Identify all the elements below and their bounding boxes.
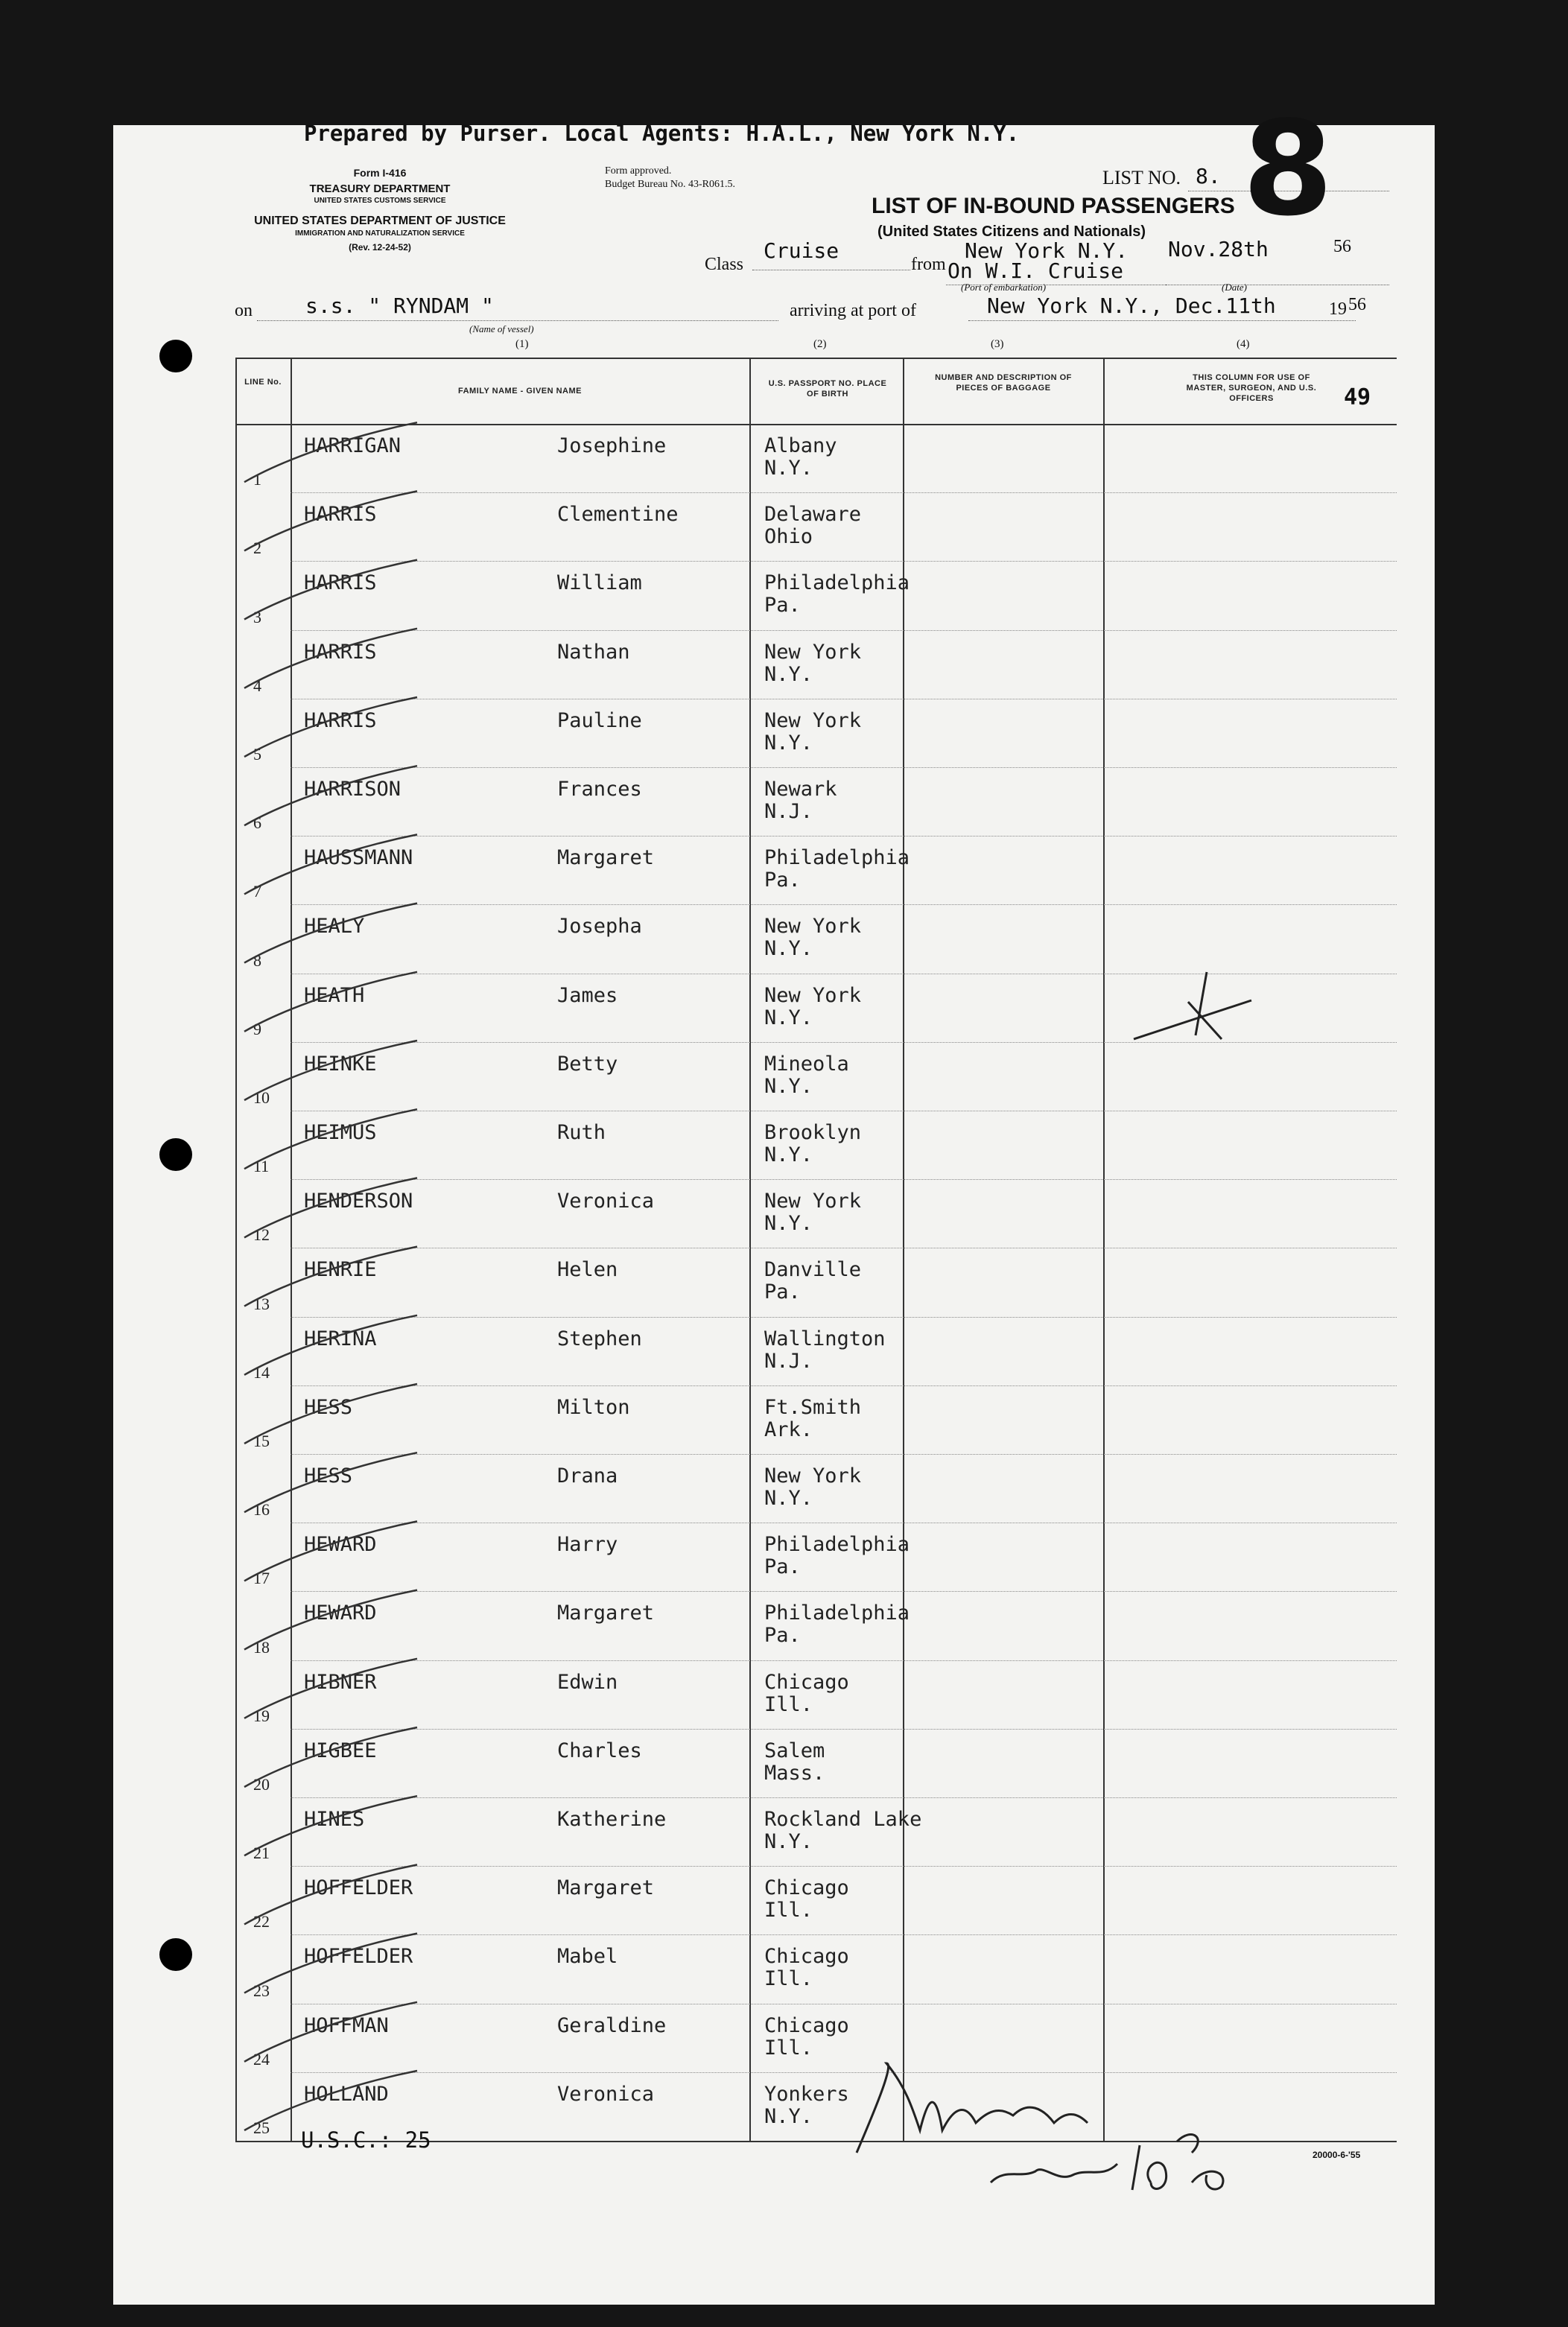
arriving-label: arriving at port of <box>790 301 916 320</box>
given-name: Josephine <box>557 434 667 457</box>
page-number: 49 <box>1344 384 1371 410</box>
given-name: Margaret <box>557 1876 655 1900</box>
list-no-value: 8. <box>1196 164 1221 188</box>
birthplace-city: Chicago <box>764 1670 849 1694</box>
prepared-by-line: Prepared by Purser. Local Agents: H.A.L., New York N.Y. <box>304 121 1020 146</box>
birthplace-state: N.Y. <box>764 1074 813 1098</box>
family-name: HENRIE <box>304 1258 377 1282</box>
family-name: HEWARD <box>304 1533 377 1557</box>
birthplace-city: Albany <box>764 434 837 457</box>
birthplace-state: N.Y. <box>764 1212 813 1236</box>
on-label: on <box>235 301 253 320</box>
birthplace-city: Brooklyn <box>764 1121 862 1144</box>
given-name: Margaret <box>557 846 655 870</box>
birthplace-city: Salem <box>764 1739 825 1762</box>
family-name: HEWARD <box>304 1601 377 1625</box>
birthplace-city: Philadelphia <box>764 846 910 870</box>
family-name: HARRISON <box>304 778 401 801</box>
birthplace-city: Yonkers <box>764 2082 849 2106</box>
line-number: 19 <box>253 1706 270 1725</box>
birthplace-state: Ill. <box>764 1899 813 1923</box>
birthplace-city: New York <box>764 640 862 664</box>
birthplace-city: Chicago <box>764 1945 849 1969</box>
embarkation-port: New York N.Y. <box>965 238 1129 263</box>
line-number: 17 <box>253 1569 270 1588</box>
birthplace-city: Newark <box>764 778 837 801</box>
print-code: 20000-6-'55 <box>1313 2150 1361 2160</box>
birthplace-state: N.Y. <box>764 2104 813 2128</box>
line-number: 18 <box>253 1637 270 1657</box>
given-name: Veronica <box>557 2082 655 2106</box>
family-name: HENDERSON <box>304 1190 413 1213</box>
birthplace-state: N.Y. <box>764 937 813 961</box>
birthplace-state: Pa. <box>764 1280 801 1304</box>
family-name: HEALY <box>304 915 365 939</box>
col-header-name: FAMILY NAME - GIVEN NAME <box>457 387 583 396</box>
given-name: Nathan <box>557 640 630 664</box>
family-name: HAUSSMANN <box>304 846 413 870</box>
customs-service: UNITED STATES CUSTOMS SERVICE <box>314 197 446 205</box>
line-number: 10 <box>253 1088 270 1107</box>
port-embarkation-caption: (Port of embarkation) <box>961 282 1047 293</box>
line-number: 25 <box>253 2118 270 2137</box>
birthplace-city: Ft.Smith <box>764 1395 862 1419</box>
birthplace-city: Rockland Lake <box>764 1808 922 1831</box>
birthplace-city: New York <box>764 915 862 939</box>
column-number-3: (3) <box>991 338 1004 350</box>
given-name: Drana <box>557 1464 618 1488</box>
given-name: Mabel <box>557 1945 618 1969</box>
line-number: 14 <box>253 1362 270 1382</box>
birthplace-state: N.Y. <box>764 457 813 480</box>
given-name: James <box>557 983 618 1007</box>
line-number: 2 <box>253 539 261 558</box>
given-name: Edwin <box>557 1670 618 1694</box>
vessel-name: s.s. " RYNDAM " <box>305 293 494 318</box>
ins-service: IMMIGRATION AND NATURALIZATION SERVICE <box>295 229 465 238</box>
given-name: Stephen <box>557 1327 642 1350</box>
line-number: 12 <box>253 1225 270 1245</box>
form-approved: Form approved. <box>605 165 672 177</box>
birthplace-city: New York <box>764 1464 862 1488</box>
given-name: William <box>557 571 642 595</box>
birthplace-city: New York <box>764 983 862 1007</box>
birthplace-state: Pa. <box>764 594 801 618</box>
family-name: HARRIS <box>304 503 377 527</box>
line-number: 21 <box>253 1844 270 1863</box>
family-name: HEATH <box>304 983 365 1007</box>
from-label: from <box>911 255 946 274</box>
form-id: Form I-416 <box>353 167 407 179</box>
line-number: 23 <box>253 1981 270 2000</box>
family-name: HIGBEE <box>304 1739 377 1762</box>
birthplace-state: N.J. <box>764 800 813 823</box>
given-name: Clementine <box>557 503 679 527</box>
birthplace-state: N.Y. <box>764 731 813 755</box>
form-revision: (Rev. 12-24-52) <box>349 242 411 253</box>
birthplace-city: Philadelphia <box>764 1533 910 1557</box>
departure-date: Nov.28th <box>1168 237 1269 261</box>
birthplace-state: N.J. <box>764 1349 813 1373</box>
line-number: 11 <box>253 1157 270 1176</box>
usc-count: U.S.C.: 25 <box>301 2127 431 2153</box>
line-number: 20 <box>253 1775 270 1794</box>
column-number-2: (2) <box>813 338 827 350</box>
line-number: 13 <box>253 1294 270 1313</box>
vessel-caption: (Name of vessel) <box>469 323 534 334</box>
birthplace-state: N.Y. <box>764 1830 813 1853</box>
line-number: 15 <box>253 1432 270 1450</box>
given-name: Josepha <box>557 915 642 939</box>
birthplace-state: Ohio <box>764 525 813 549</box>
family-name: HARRIS <box>304 640 377 664</box>
line-number: 9 <box>253 1019 261 1038</box>
birthplace-state: N.Y. <box>764 1143 813 1166</box>
birthplace-state: Ill. <box>764 1692 813 1716</box>
line-number: 5 <box>253 745 261 764</box>
given-name: Katherine <box>557 1808 667 1831</box>
col-header-line-no: LINE No. <box>244 378 282 387</box>
line-number: 8 <box>253 950 261 970</box>
given-name: Milton <box>557 1395 630 1419</box>
class-label: Class <box>705 255 744 274</box>
line-number: 1 <box>253 470 261 489</box>
form-subtitle: (United States Citizens and Nationals) <box>877 223 1146 240</box>
given-name: Pauline <box>557 708 642 732</box>
birthplace-city: Danville <box>764 1258 862 1282</box>
given-name: Frances <box>557 778 642 801</box>
line-number: 3 <box>253 607 261 626</box>
birthplace-state: Mass. <box>764 1761 825 1785</box>
class-value: Cruise <box>764 238 839 263</box>
birthplace-city: Mineola <box>764 1052 849 1076</box>
year-2: 56 <box>1348 295 1366 314</box>
family-name: HERINA <box>304 1327 377 1350</box>
year-prefix: 19 <box>1329 299 1347 319</box>
birthplace-city: Chicago <box>764 1876 849 1900</box>
given-name: Helen <box>557 1258 618 1282</box>
form-title: LIST OF IN-BOUND PASSENGERS <box>872 194 1235 218</box>
birthplace-city: Philadelphia <box>764 1601 910 1625</box>
birthplace-state: Pa. <box>764 1624 801 1648</box>
given-name: Margaret <box>557 1601 655 1625</box>
given-name: Ruth <box>557 1121 606 1144</box>
line-number: 4 <box>253 676 261 695</box>
treasury-dept: TREASURY DEPARTMENT <box>309 182 451 195</box>
budget-bureau: Budget Bureau No. 43-R061.5. <box>605 179 735 190</box>
family-name: HARRIS <box>304 708 377 732</box>
birthplace-city: New York <box>764 1190 862 1213</box>
family-name: HEINKE <box>304 1052 377 1076</box>
column-number-1: (1) <box>515 338 529 350</box>
arrival-port: New York N.Y., Dec.11th <box>987 293 1276 318</box>
family-name: HIBNER <box>304 1670 377 1694</box>
family-name: HARRIGAN <box>304 434 401 457</box>
col-header-officers: THIS COLUMN FOR USE OF MASTER, SURGEON, AND U.S. OFFICERS <box>1186 373 1317 403</box>
given-name: Harry <box>557 1533 618 1557</box>
line-number: 24 <box>253 2049 270 2069</box>
birthplace-city: Philadelphia <box>764 571 910 595</box>
birthplace-state: Pa. <box>764 1555 801 1579</box>
birthplace-city: Delaware <box>764 503 862 527</box>
year-1: 56 <box>1333 237 1351 256</box>
birthplace-state: Pa. <box>764 869 801 892</box>
family-name: HESS <box>304 1395 353 1419</box>
given-name: Veronica <box>557 1190 655 1213</box>
birthplace-state: Ill. <box>764 2036 813 2060</box>
list-no-label: LIST NO. <box>1102 167 1181 188</box>
column-number-4: (4) <box>1237 338 1250 350</box>
birthplace-city: Wallington <box>764 1327 886 1350</box>
col-header-passport: U.S. PASSPORT NO. PLACE OF BIRTH <box>768 379 887 399</box>
family-name: HEIMUS <box>304 1121 377 1144</box>
line-number: 16 <box>253 1500 270 1520</box>
line-number: 7 <box>253 882 261 901</box>
family-name: HESS <box>304 1464 353 1488</box>
justice-dept: UNITED STATES DEPARTMENT OF JUSTICE <box>254 215 506 227</box>
birthplace-state: N.Y. <box>764 662 813 686</box>
family-name: HINES <box>304 1808 365 1831</box>
family-name: HARRIS <box>304 571 377 595</box>
given-name: Charles <box>557 1739 642 1762</box>
given-name: Geraldine <box>557 2013 667 2037</box>
line-number: 6 <box>253 813 261 833</box>
birthplace-state: Ark. <box>764 1418 813 1441</box>
binder-hole <box>159 1938 192 1971</box>
birthplace-state: N.Y. <box>764 1006 813 1029</box>
binder-hole <box>159 340 192 372</box>
family-name: HOFFELDER <box>304 1945 413 1969</box>
family-name: HOFFMAN <box>304 2013 389 2037</box>
family-name: HOLLAND <box>304 2082 389 2106</box>
line-number: 22 <box>253 1912 270 1931</box>
cruise-route: On W.I. Cruise <box>948 258 1124 283</box>
birthplace-state: Ill. <box>764 1967 813 1991</box>
family-name: HOFFELDER <box>304 1876 413 1900</box>
col-header-baggage: NUMBER AND DESCRIPTION OF PIECES OF BAGGAGE <box>935 373 1072 393</box>
birthplace-state: N.Y. <box>764 1487 813 1510</box>
list-number-stamp: 8 <box>1242 94 1333 245</box>
birthplace-city: New York <box>764 708 862 732</box>
binder-hole <box>159 1138 192 1171</box>
birthplace-city: Chicago <box>764 2013 849 2037</box>
given-name: Betty <box>557 1052 618 1076</box>
date-caption: (Date) <box>1222 282 1247 293</box>
